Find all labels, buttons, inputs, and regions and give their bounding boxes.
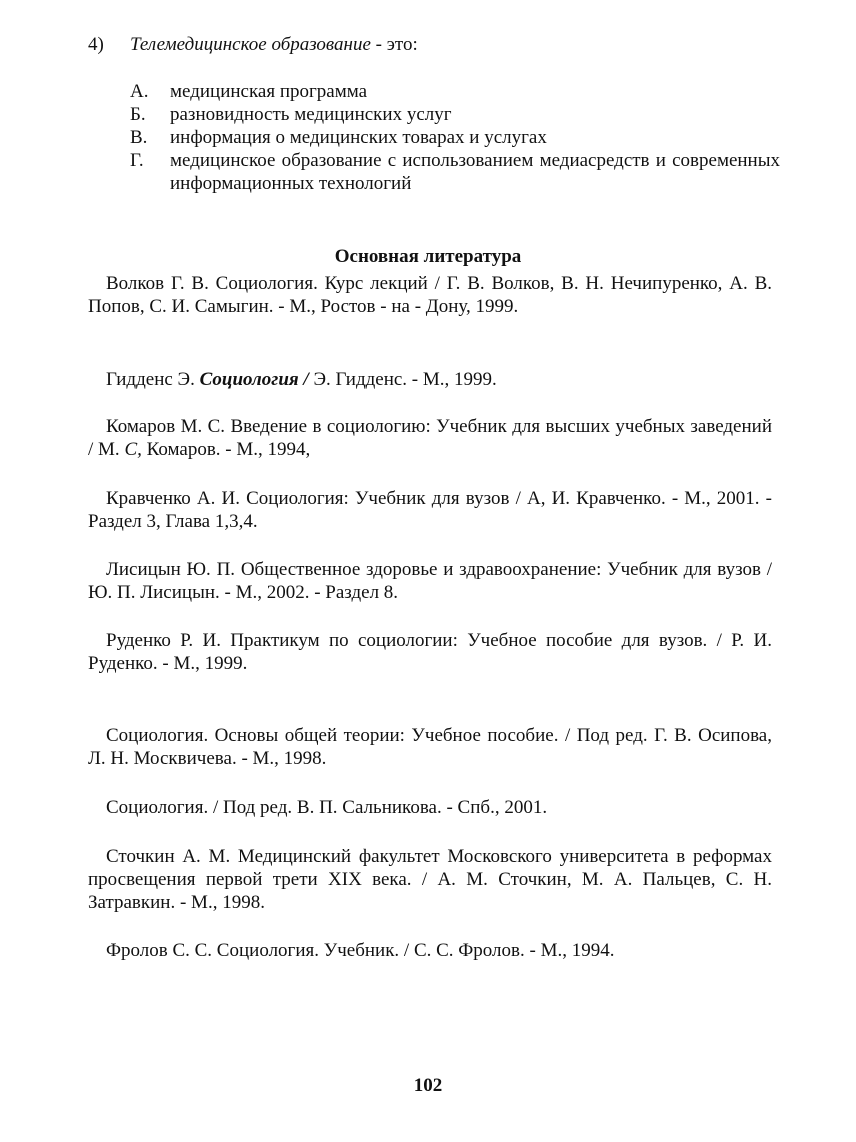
question-4 [88, 33, 788, 56]
reference-author: Гидденс Э. [106, 369, 200, 390]
reference-item: Сточкин А. М. Медицинский факультет Московского университета в реформах просвещения первой трети XIX века. / А. М. Сточкин, М. А. Пальцев, С. Н. Затравкин. - М., 1998. [88, 846, 772, 913]
reference-author: Комаров М. С. Введение в социологию: Учебник для высших учебных заведений / М. [88, 416, 772, 460]
reference-item: Руденко Р. И. Практикум по социологии: Учебное пособие для вузов. / Р. И. Руденко. - М., 1999. [88, 630, 772, 674]
option-text: информация о медицинских товарах и услугах [170, 127, 547, 148]
option-letter: Б. [130, 104, 146, 125]
answer-option-g [130, 149, 780, 195]
section-heading: Основная литература [334, 246, 522, 267]
page-number: 102 [413, 1075, 443, 1096]
reference-rest: Комаров. - М., 1994, [146, 439, 311, 460]
reference-item: Лисицын Ю. П. Общественное здоровье и здравоохранение: Учебник для вузов / Ю. П. Лисицын. - М., 2002. - Раздел 8. [88, 559, 772, 603]
reference-item: Волков Г. В. Социология. Курс лекций / Г. В. Волков, В. Н. Нечипуренко, А. В. Попов, С. И. Самыгин. - М., Ростов - на - Дону, 1999. [88, 273, 772, 317]
answer-option-b [130, 103, 780, 126]
reference-item: Фролов С. С. Социология. Учебник. / С. С. Фролов. - М., 1994. [106, 940, 615, 961]
answer-option-v [130, 126, 780, 149]
option-letter: В. [130, 127, 148, 148]
option-text: медицинская программа [170, 81, 368, 102]
answer-options [130, 80, 780, 195]
option-text: медицинское образование с использованием медиасредств и современных информационных технологий [170, 150, 780, 194]
option-text: разновидность медицинских услуг [170, 104, 452, 125]
answer-option-a [130, 80, 780, 103]
reference-item [88, 415, 772, 461]
reference-item [88, 368, 772, 391]
option-letter: Г. [130, 150, 144, 171]
question-term: Телемедицинское образование [130, 34, 371, 55]
reference-rest: Э. Гидденс. - М., 1999. [313, 369, 497, 390]
reference-item: Кравченко А. И. Социология: Учебник для вузов / А, И. Кравченко. - М., 2001. - Раздел 3, Глава 1,3,4. [88, 488, 772, 532]
reference-item: Социология. Основы общей теории: Учебное пособие. / Под ред. Г. В. Осипова, Л. Н. Москвичева. - М., 1998. [88, 725, 772, 769]
question-tail: - это: [370, 34, 418, 55]
reference-initial: С, [124, 439, 147, 460]
reference-title: Социология / [199, 369, 314, 390]
option-letter: А. [130, 81, 149, 102]
reference-item: Социология. / Под ред. В. П. Сальникова. - Спб., 2001. [106, 797, 548, 818]
question-number: 4) [88, 34, 104, 55]
